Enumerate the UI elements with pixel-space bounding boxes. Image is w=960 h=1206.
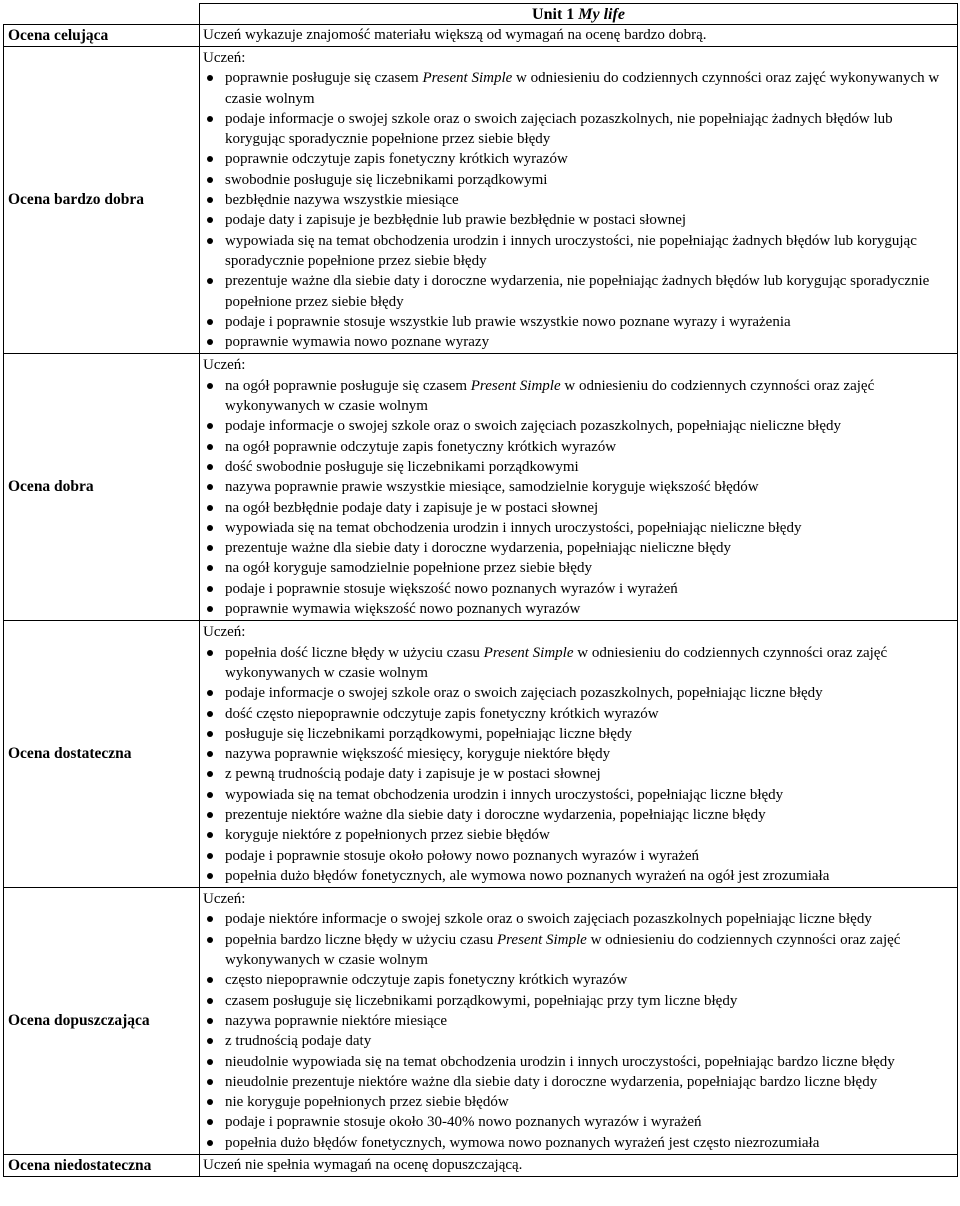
grade-row [4,354,958,621]
criteria-item [203,785,954,805]
grade-label: Ocena dostateczna [4,621,200,888]
tense-name: Present Simple [422,70,513,87]
tense-name: Present Simple [483,644,574,661]
criteria-text: w odniesieniu do codziennych czynności oraz zajęć wykonywanych w czasie wolnym [225,70,940,107]
criteria-text: nazywa poprawnie większość miesięcy, koryguje niektóre błędy [225,746,611,763]
student-lead: Uczeń: [203,50,246,66]
criteria-text: wypowiada się na temat obchodzenia urodzin i innych uroczystości, popełniając liczne błędy [225,786,784,803]
student-lead: Uczeń: [203,891,246,908]
criteria-item [203,825,954,845]
criteria-text: podaje informacje o swojej szkole oraz o swoich zajęciach pozaszkolnych, popełniając liczne błędy [225,685,823,702]
tense-name: Present Simple [470,377,561,394]
criteria-item [203,1133,954,1153]
criteria-text: popełnia dużo błędów fonetycznych, ale wymowa nowo poznanych wyrażeń na ogół jest zrozumiała [225,867,830,884]
criteria-item [203,1052,954,1072]
criteria-text: na ogół poprawnie posługuje się czasem [225,377,471,394]
criteria-text: popełnia dużo błędów fonetycznych, wymowa nowo poznanych wyrażeń jest często niezrozumiała [225,1134,820,1151]
criteria-text: podaje informacje o swojej szkole oraz o swoich zajęciach pozaszkolnych, nie popełniając żadnych błędów lub korygując sporadycznie popełnione przez siebie błędy [225,110,893,148]
criteria-text: w odniesieniu do codziennych czynności oraz zajęć wykonywanych w czasie wolnym [225,931,901,969]
criteria-text: nieudolnie prezentuje niektóre ważne dla siebie daty i doroczne wydarzenia, popełniając bardzo liczne błędy [225,1073,878,1090]
criteria-item [203,332,954,352]
criteria-text: dość swobodnie posługuje się liczebnikami porządkowymi [225,458,579,475]
criteria-text: poprawnie odczytuje zapis fonetyczny krótkich wyrazów [225,151,568,168]
criteria-item [203,1092,954,1112]
criteria-text: nazywa poprawnie prawie wszystkie miesiące, samodzielnie koryguje większość błędów [225,479,759,496]
grade-description: Uczeń wykazuje znajomość materiału większą od wymagań na ocenę bardzo dobrą. [200,25,958,47]
title-row [4,4,958,25]
criteria-text: na ogół poprawnie odczytuje zapis fonetyczny krótkich wyrazów [225,438,617,455]
criteria-item [203,724,954,744]
student-lead: Uczeń: [203,624,246,641]
criteria-text: popełnia dość liczne błędy w użyciu czasu [225,644,484,661]
criteria-item [203,190,954,210]
criteria-item [203,1011,954,1031]
criteria-text: bezbłędnie nazywa wszystkie miesiące [225,192,459,209]
criteria-text: nie koryguje popełnionych przez siebie błędów [225,1094,509,1111]
criteria-item [203,744,954,764]
criteria-text: na ogół bezbłędnie podaje daty i zapisuje je w postaci słownej [225,499,599,516]
criteria-text: podaje informacje o swojej szkole oraz o swoich zajęciach pozaszkolnych, popełniając nieliczne błędy [225,418,841,435]
criteria-item [203,643,954,684]
criteria-text: podaje niektóre informacje o swojej szkole oraz o swoich zajęciach pozaszkolnych popełniając liczne błędy [225,911,872,928]
title-empty-cell [4,4,200,25]
criteria-item [203,477,954,497]
criteria-item [203,149,954,169]
criteria-item [203,518,954,538]
criteria-text: swobodnie posługuje się liczebnikami porządkowymi [225,171,548,188]
grade-label: Ocena dopuszczająca [4,888,200,1155]
criteria-item [203,970,954,990]
criteria-item [203,846,954,866]
criteria-item [203,457,954,477]
criteria-text: posługuje się liczebnikami porządkowymi, popełniając liczne błędy [225,725,632,742]
criteria-item [203,498,954,518]
tense-name: Present Simple [496,931,587,948]
grade-description [200,47,958,354]
grade-label: Ocena bardzo dobra [4,47,200,354]
grade-description [200,888,958,1155]
criteria-list [203,376,954,620]
criteria-text: dość często niepoprawnie odczytuje zapis fonetyczny krótkich wyrazów [225,705,659,722]
criteria-item [203,1072,954,1092]
grading-criteria-table [3,3,958,1177]
grade-description: Uczeń nie spełnia wymagań na ocenę dopuszczającą. [200,1155,958,1177]
criteria-text: z trudnością podaje daty [225,1033,372,1050]
criteria-item [203,991,954,1011]
criteria-text: na ogół koryguje samodzielnie popełnione przez siebie błędy [225,560,592,577]
criteria-text: prezentuje ważne dla siebie daty i doroczne wydarzenia, nie popełniając żadnych błędów lub korygując sporadycznie popełnione przez siebie błędy [225,273,930,310]
criteria-text: prezentuje ważne dla siebie daty i doroczne wydarzenia, popełniając nieliczne błędy [225,540,732,557]
criteria-text: nieudolnie wypowiada się na temat obchodzenia urodzin i innych uroczystości, popełniając bardzo liczne błędy [225,1053,895,1070]
criteria-item [203,271,954,312]
criteria-item [203,599,954,619]
criteria-item [203,683,954,703]
criteria-text: podaje i poprawnie stosuje większość nowo poznanych wyrazów i wyrażeń [225,580,678,597]
unit-title-prefix: Unit 1 [532,5,575,23]
criteria-item [203,909,954,929]
criteria-item [203,805,954,825]
criteria-item [203,1031,954,1051]
criteria-item [203,170,954,190]
criteria-item [203,210,954,230]
criteria-text: podaje i poprawnie stosuje wszystkie lub prawie wszystkie nowo poznane wyrazy i wyrażenia [225,313,791,330]
criteria-item [203,866,954,886]
grade-row [4,25,958,47]
criteria-text: koryguje niektóre z popełnionych przez siebie błędów [225,827,550,844]
grade-label: Ocena dobra [4,354,200,621]
criteria-item [203,930,954,971]
criteria-item [203,231,954,272]
criteria-text: z pewną trudnością podaje daty i zapisuje je w postaci słownej [225,766,601,783]
criteria-text: poprawnie posługuje się czasem [225,70,423,87]
criteria-item [203,437,954,457]
criteria-text: często niepoprawnie odczytuje zapis fonetyczny krótkich wyrazów [225,972,628,989]
unit-title-italic: My life [578,5,625,23]
criteria-item [203,109,954,150]
criteria-item [203,68,954,109]
grade-row [4,1155,958,1177]
criteria-item [203,558,954,578]
criteria-text: poprawnie wymawia nowo poznane wyrazy [225,334,490,351]
criteria-item [203,416,954,436]
criteria-item [203,764,954,784]
criteria-item [203,579,954,599]
criteria-text: w odniesieniu do codziennych czynności oraz zajęć wykonywanych w czasie wolnym [225,644,888,681]
grade-description [200,354,958,621]
criteria-text: poprawnie wymawia większość nowo poznanych wyrazów [225,601,581,618]
criteria-text: podaje i poprawnie stosuje około połowy nowo poznanych wyrazów i wyrażeń [225,847,700,864]
unit-title [200,4,958,25]
criteria-text: podaje daty i zapisuje je bezbłędnie lub prawie bezbłędnie w postaci słownej [225,212,687,229]
student-lead: Uczeń: [203,357,246,374]
grade-row [4,888,958,1155]
grade-label: Ocena niedostateczna [4,1155,200,1177]
criteria-item [203,538,954,558]
grade-row [4,621,958,888]
criteria-text: prezentuje niektóre ważne dla siebie daty i doroczne wydarzenia, popełniając liczne błędy [225,806,766,823]
grade-description [200,621,958,888]
criteria-text: nazywa poprawnie niektóre miesiące [225,1012,447,1029]
criteria-list [203,909,954,1153]
grade-row [4,47,958,354]
grade-label: Ocena celująca [4,25,200,47]
criteria-list [203,643,954,887]
criteria-item [203,1112,954,1132]
criteria-list [203,68,954,352]
criteria-text: w odniesieniu do codziennych czynności oraz zajęć wykonywanych w czasie wolnym [225,377,875,415]
criteria-item [203,376,954,417]
criteria-text: czasem posługuje się liczebnikami porządkowymi, popełniając przy tym liczne błędy [225,992,738,1009]
criteria-text: podaje i poprawnie stosuje około 30-40% nowo poznanych wyrazów i wyrażeń [225,1114,702,1131]
criteria-item [203,312,954,332]
criteria-text: popełnia bardzo liczne błędy w użyciu czasu [225,931,497,948]
criteria-text: wypowiada się na temat obchodzenia urodzin i innych uroczystości, nie popełniając żadnych błędów lub korygując sporadycznie popełnione przez siebie błędy [225,232,917,269]
criteria-text: wypowiada się na temat obchodzenia urodzin i innych uroczystości, popełniając nieliczne błędy [225,519,802,536]
criteria-item [203,704,954,724]
